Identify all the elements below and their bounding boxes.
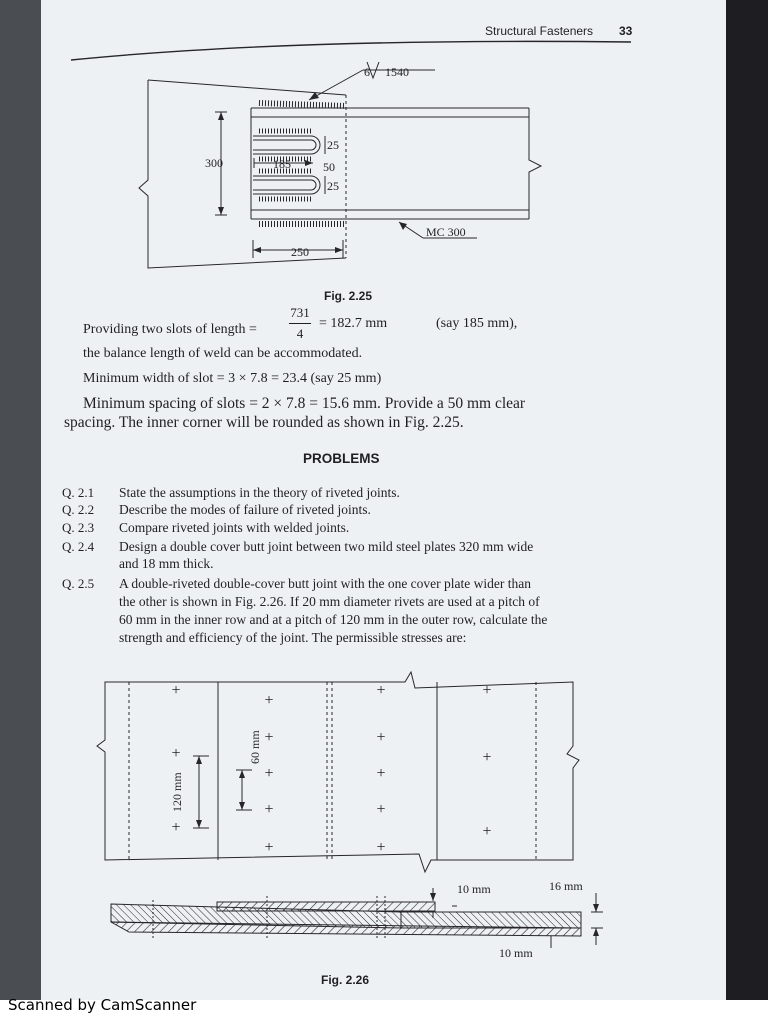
dimension-185: 185	[273, 157, 291, 171]
calc-line1-result: = 182.7 mm	[319, 316, 388, 331]
calc-line3: Minimum width of slot = 3 × 7.8 = 23.4 (say 25 mm)	[83, 371, 382, 386]
dimension-300: 300	[205, 156, 223, 170]
dimension-10mm-top: 10 mm	[457, 882, 491, 896]
dimension-16mm: 16 mm	[549, 879, 583, 893]
fraction-bar	[289, 323, 311, 324]
calc-line2: the balance length of weld can be accommodated.	[83, 346, 363, 361]
scanner-watermark: Scanned by CamScanner	[8, 996, 197, 1014]
dimension-10mm-bottom: 10 mm	[499, 946, 533, 960]
scan-background-right	[726, 0, 768, 1000]
question-text: Compare riveted joints with welded joints.	[119, 520, 350, 535]
svg-text:+: +	[376, 839, 386, 856]
svg-text:+: +	[482, 749, 492, 766]
dimension-50: 50	[323, 160, 335, 174]
calc-line1-prefix: Providing two slots of length =	[83, 322, 257, 337]
svg-text:+: +	[482, 682, 492, 699]
question-text: A double-riveted double-cover butt joint with the one cover plate wider than	[119, 576, 532, 591]
svg-text:+: +	[264, 729, 274, 746]
dimension-120mm: 120 mm	[170, 772, 184, 812]
svg-text:+: +	[264, 765, 274, 782]
weld-length-label: 1540	[385, 65, 409, 79]
svg-text:+: +	[171, 819, 181, 836]
question-text: strength and efficiency of the joint. The permissible stresses are:	[119, 630, 467, 645]
question-text: Design a double cover butt joint between two mild steel plates 320 mm wide	[119, 539, 534, 554]
question-number: Q. 2.3	[62, 520, 95, 535]
question-text: 60 mm in the inner row and at a pitch of 120 mm in the outer row, calculate the	[119, 612, 548, 627]
dimension-25-top: 25	[327, 138, 339, 152]
scan-background-left	[0, 0, 41, 1000]
calc-line4: Minimum spacing of slots = 2 × 7.8 = 15.6 mm. Provide a 50 mm clear	[83, 395, 526, 412]
question-number: Q. 2.4	[62, 539, 95, 554]
calc-line5: spacing. The inner corner will be rounded as shown in Fig. 2.25.	[64, 414, 464, 431]
svg-text:+: +	[376, 765, 386, 782]
weld-size-label: 6	[364, 65, 370, 79]
svg-text:+: +	[264, 801, 274, 818]
question-number: Q. 2.1	[62, 485, 95, 500]
question-text: and 18 mm thick.	[119, 556, 214, 571]
dimension-25-bottom: 25	[327, 179, 339, 193]
figure-2-25	[41, 0, 726, 300]
svg-text:+: +	[376, 682, 386, 699]
svg-text:+: +	[171, 682, 181, 699]
problems-heading: PROBLEMS	[303, 451, 380, 466]
question-text: State the assumptions in the theory of riveted joints.	[119, 485, 400, 500]
fraction-numerator: 731	[290, 305, 310, 320]
figure-2-25-caption: Fig. 2.25	[324, 289, 373, 303]
svg-text:+: +	[482, 823, 492, 840]
svg-text:+: +	[171, 745, 181, 762]
svg-text:+: +	[264, 839, 274, 856]
figure-2-26	[41, 660, 726, 970]
svg-text:+: +	[376, 801, 386, 818]
question-text: the other is shown in Fig. 2.26. If 20 mm diameter rivets are used at a pitch of	[119, 594, 540, 609]
figure-2-26-caption: Fig. 2.26	[321, 973, 370, 987]
question-number: Q. 2.2	[62, 502, 95, 517]
fraction-denominator: 4	[296, 326, 304, 341]
question-text: Describe the modes of failure of riveted joints.	[119, 502, 371, 517]
question-number: Q. 2.5	[62, 576, 95, 591]
calc-line1-note: (say 185 mm),	[436, 316, 518, 331]
dimension-250: 250	[291, 245, 309, 259]
dimension-60mm: 60 mm	[248, 730, 262, 764]
svg-text:+: +	[376, 729, 386, 746]
channel-label: MC 300	[426, 225, 466, 239]
svg-text:+: +	[264, 692, 274, 709]
page-number: 33	[619, 24, 633, 38]
running-header-title: Structural Fasteners	[485, 24, 594, 38]
book-page	[41, 0, 726, 1000]
